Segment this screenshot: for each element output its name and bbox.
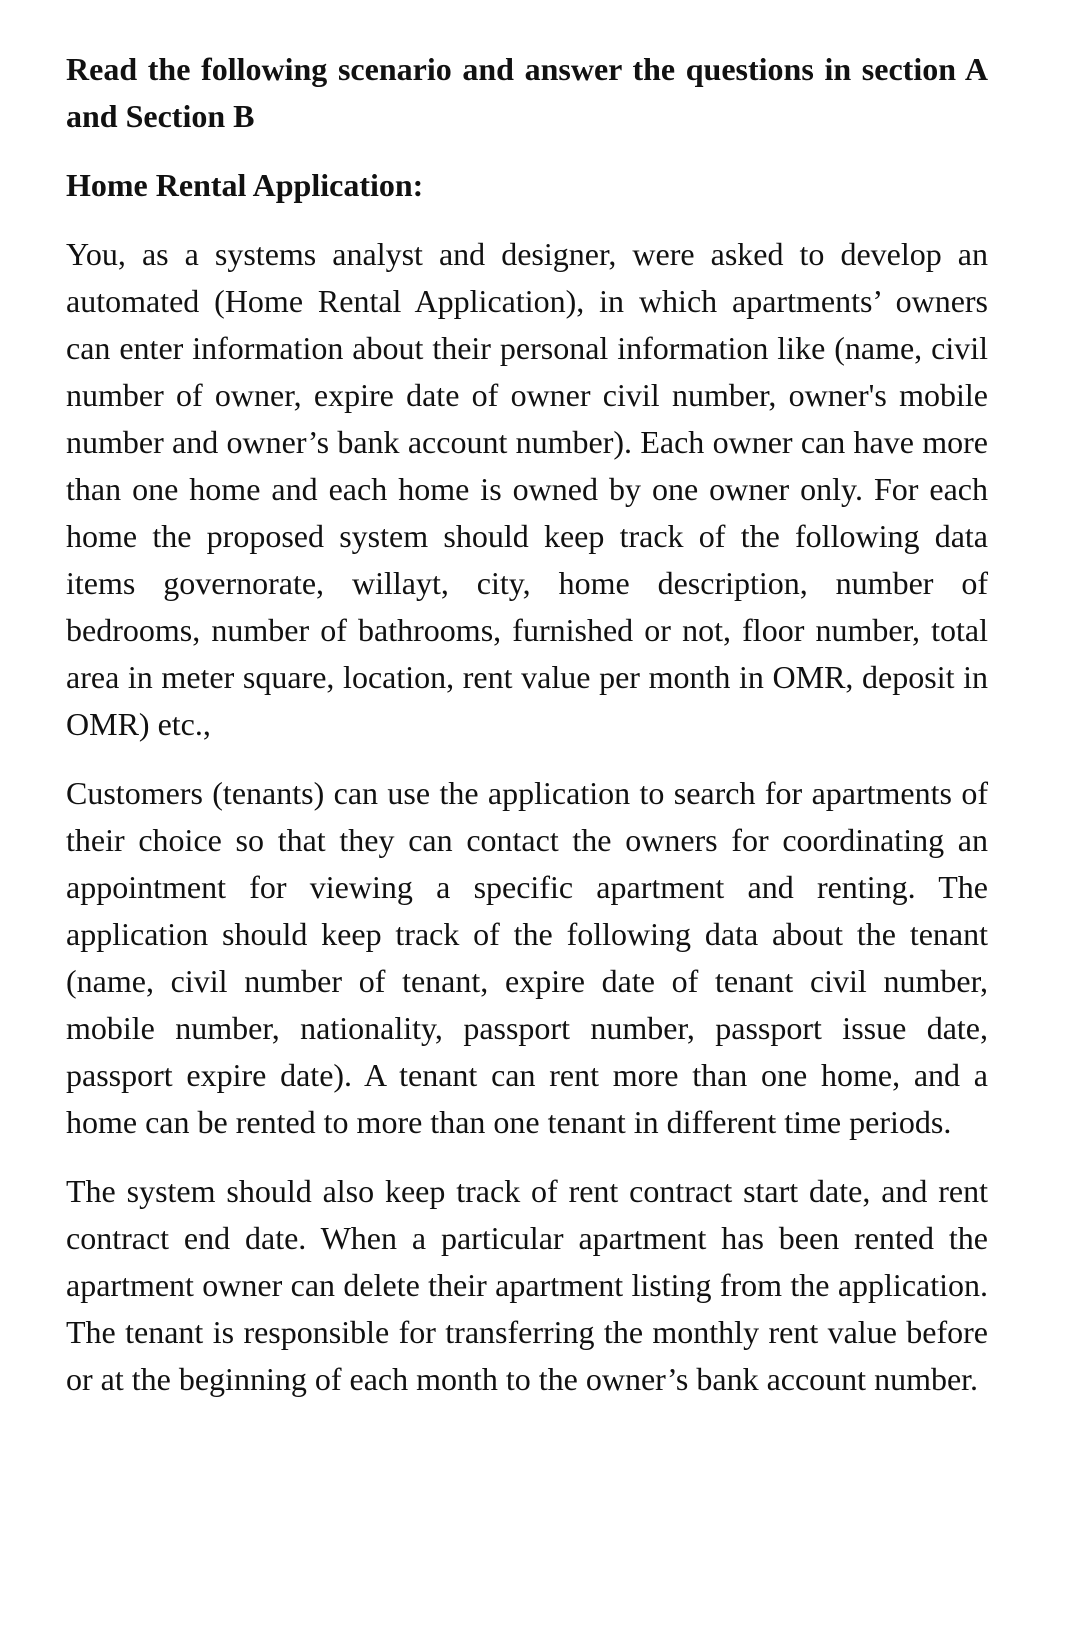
instructions-text: Read the following scenario and answer the questions in section A and Section B (66, 51, 988, 134)
scenario-title: Home Rental Application: (66, 167, 424, 203)
paragraph-owners-homes: You, as a systems analyst and designer, were asked to develop an automated (Home Rental Application), in which apartments’ owners can enter information about their personal information like (name, civil number of owner, expire date of owner civil number, owner's mobile number and owner’s bank account number). Each owner can have more than one home and each home is owned by one owner only. For each home the proposed system should keep track of the following data items governorate, willayt, city, home description, number of bedrooms, number of bathrooms, furnished or not, floor number, total area in meter square, location, rent value per month in OMR, deposit in OMR) etc., (66, 236, 988, 742)
paragraph-tenants: Customers (tenants) can use the application to search for apartments of their choice so that they can contact the owners for coordinating an appointment for viewing a specific apartment and renting. The application should keep track of the following data about the tenant (name, civil number of tenant, expire date of tenant civil number, mobile number, nationality, passport number, passport issue date, passport expire date). A tenant can rent more than one home, and a home can be rented to more than one tenant in different time periods. (66, 775, 988, 1140)
paragraph-rent-contract: The system should also keep track of rent contract start date, and rent contract end date. When a particular apartment has been rented the apartment owner can delete their apartment listing from the application. The tenant is responsible for transferring the monthly rent value before or at the beginning of each month to the owner’s bank account number. (66, 1173, 988, 1397)
